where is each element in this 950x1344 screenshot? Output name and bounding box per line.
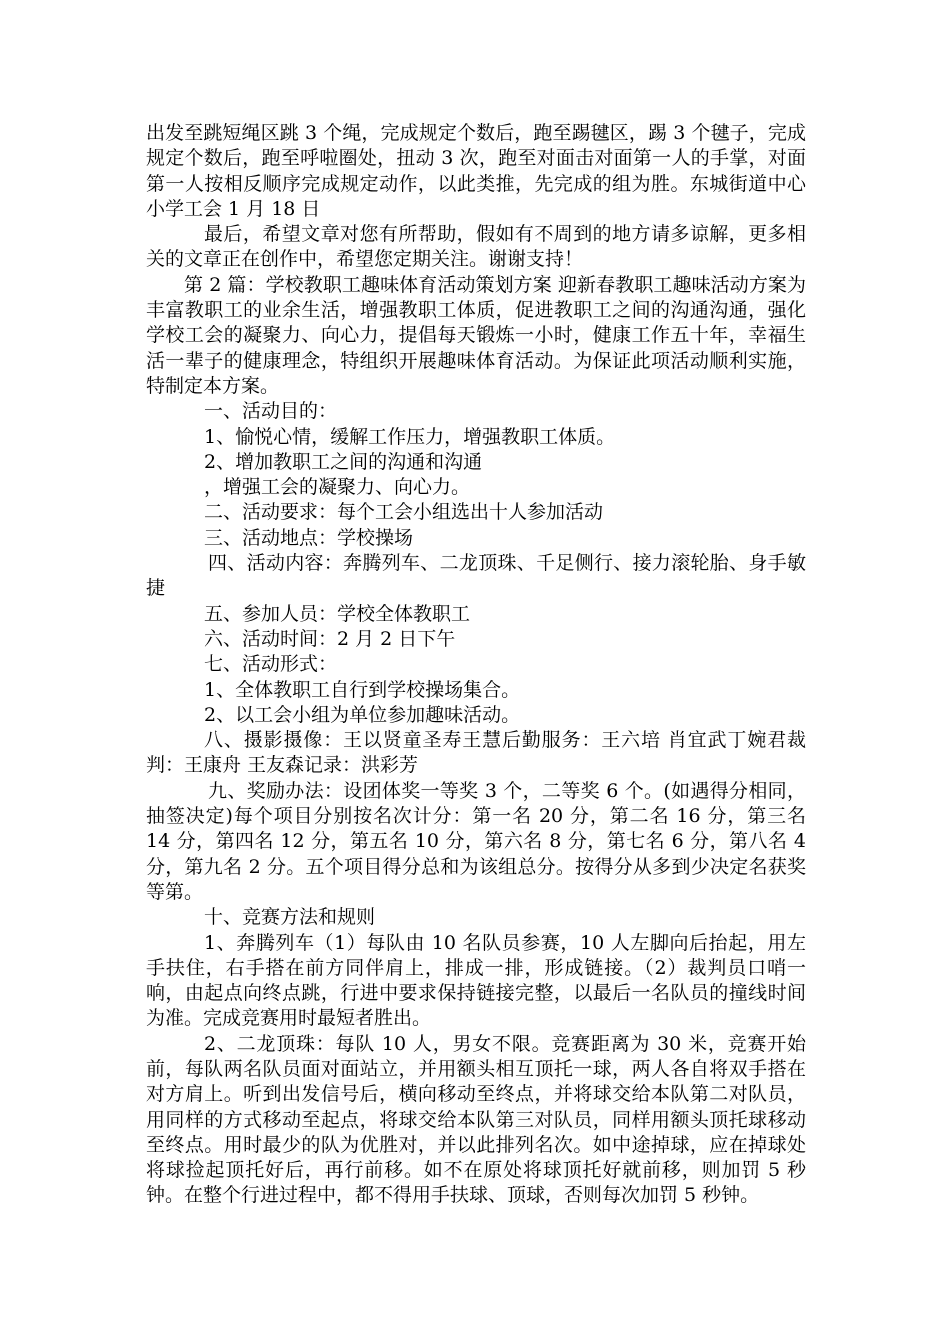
list-item-format-1: 1、全体教职工自行到学校操场集合。 [204, 678, 521, 701]
heading-rules: 十、竞赛方法和规则 [204, 906, 376, 929]
paragraph-closing-note: 最后，希望文章对您有所帮助，假如有不周到的地方请多谅解，更多相关的文章正在创作中，希望您定期关注。谢谢支持！ [146, 223, 806, 271]
paragraph-relay-rules: 出发至跳短绳区跳 3 个绳，完成规定个数后，跑至踢毽区，踢 3 个毽子，完成规定个数后，跑至呼啦圈处，扭动 3 次，跑至对面击对面第一人的手掌，对面第一人按相反顺序完成规定动作，以此类推，先完成的组为胜。东城街道中心小学工会 1 月 18 日 [146, 122, 806, 220]
list-item-purpose-1: 1、愉悦心情，缓解工作压力，增强教职工体质。 [204, 425, 616, 448]
list-item-format-2: 2、以工会小组为单位参加趣味活动。 [204, 703, 521, 726]
paragraph-plan-intro: 第 2 篇：学校教职工趣味体育活动策划方案 迎新春教职工趣味活动方案为丰富教职工的业余生活，增强教职工体质，促进教职工之间的沟通沟通，强化学校工会的凝聚力、向心力，提倡每天锻炼一小时，健康工作五十年，幸福生活一辈子的健康理念，特组织开展趣味体育活动。为保证此项活动顺利实施，特制定本方案。 [146, 273, 806, 397]
heading-awards: 九、奖励办法：设团体奖一等奖 3 个，二等奖 6 个。(如遇得分相同，抽签决定)每个项目分别按名次计分：第一名 20 分，第二名 16 分，第三名 14 分，第四名 12 分，第五名 10 分，第六名 8 分，第七名 6 分，第八名 4 分，第九名 2 分。五个项目得分总和为该组总分。按得分从多到少决定名获奖等第。 [146, 779, 806, 903]
heading-location: 三、活动地点：学校操场 [204, 526, 414, 549]
list-item-purpose-2: 2、增加教职工之间的沟通和沟通 [204, 450, 483, 473]
rule-train: 1、奔腾列车（1）每队由 10 名队员参赛，10 人左脚向后抬起，用左手扶住，右手搭在前方同伴肩上，排成一排，形成链接。（2）裁判员口哨一响，由起点向终点跳，行进中要求保持链接完整，以最后一名队员的撞线时间为准。完成竞赛用时最短者胜出。 [146, 931, 806, 1030]
heading-time: 六、活动时间：2 月 2 日下午 [204, 627, 456, 650]
heading-requirements: 二、活动要求：每个工会小组选出十人参加活动 [204, 501, 604, 524]
heading-participants: 五、参加人员：学校全体教职工 [204, 602, 471, 625]
list-item-purpose-2-cont: ，增强工会的凝聚力、向心力。 [204, 476, 471, 499]
heading-format: 七、活动形式： [204, 653, 338, 676]
rule-ball: 2、二龙顶珠：每队 10 人，男女不限。竞赛距离为 30 米，竞赛开始前，每队两名队员面对面站立，并用额头相互顶托一球，两人各自将双手搭在对方肩上。听到出发信号后，横向移动至终点，并将球交给本队第二对队员，用同样的方式移动至起点，将球交给本队第三对队员，同样用额头顶托球移动至终点。用时最少的队为优胜对，并以此排列名次。如中途掉球，应在掉球处将球捡起顶托好后，再行前移。如不在原处将球顶托好就前移，则加罚 5 秒钟。在整个行进过程中，都不得用手扶球、顶球，否则每次加罚 5 秒钟。 [146, 1032, 806, 1207]
document-body [146, 121, 806, 1209]
heading-purpose: 一、活动目的： [204, 400, 338, 423]
heading-content: 四、活动内容：奔腾列车、二龙顶珠、千足侧行、接力滚轮胎、身手敏捷 [146, 552, 806, 600]
heading-staff: 八、摄影摄像：王以贤童圣寿王慧后勤服务：王六培 肖宜武丁婉君裁判：王康舟 王友森记录：洪彩芳 [146, 729, 806, 777]
